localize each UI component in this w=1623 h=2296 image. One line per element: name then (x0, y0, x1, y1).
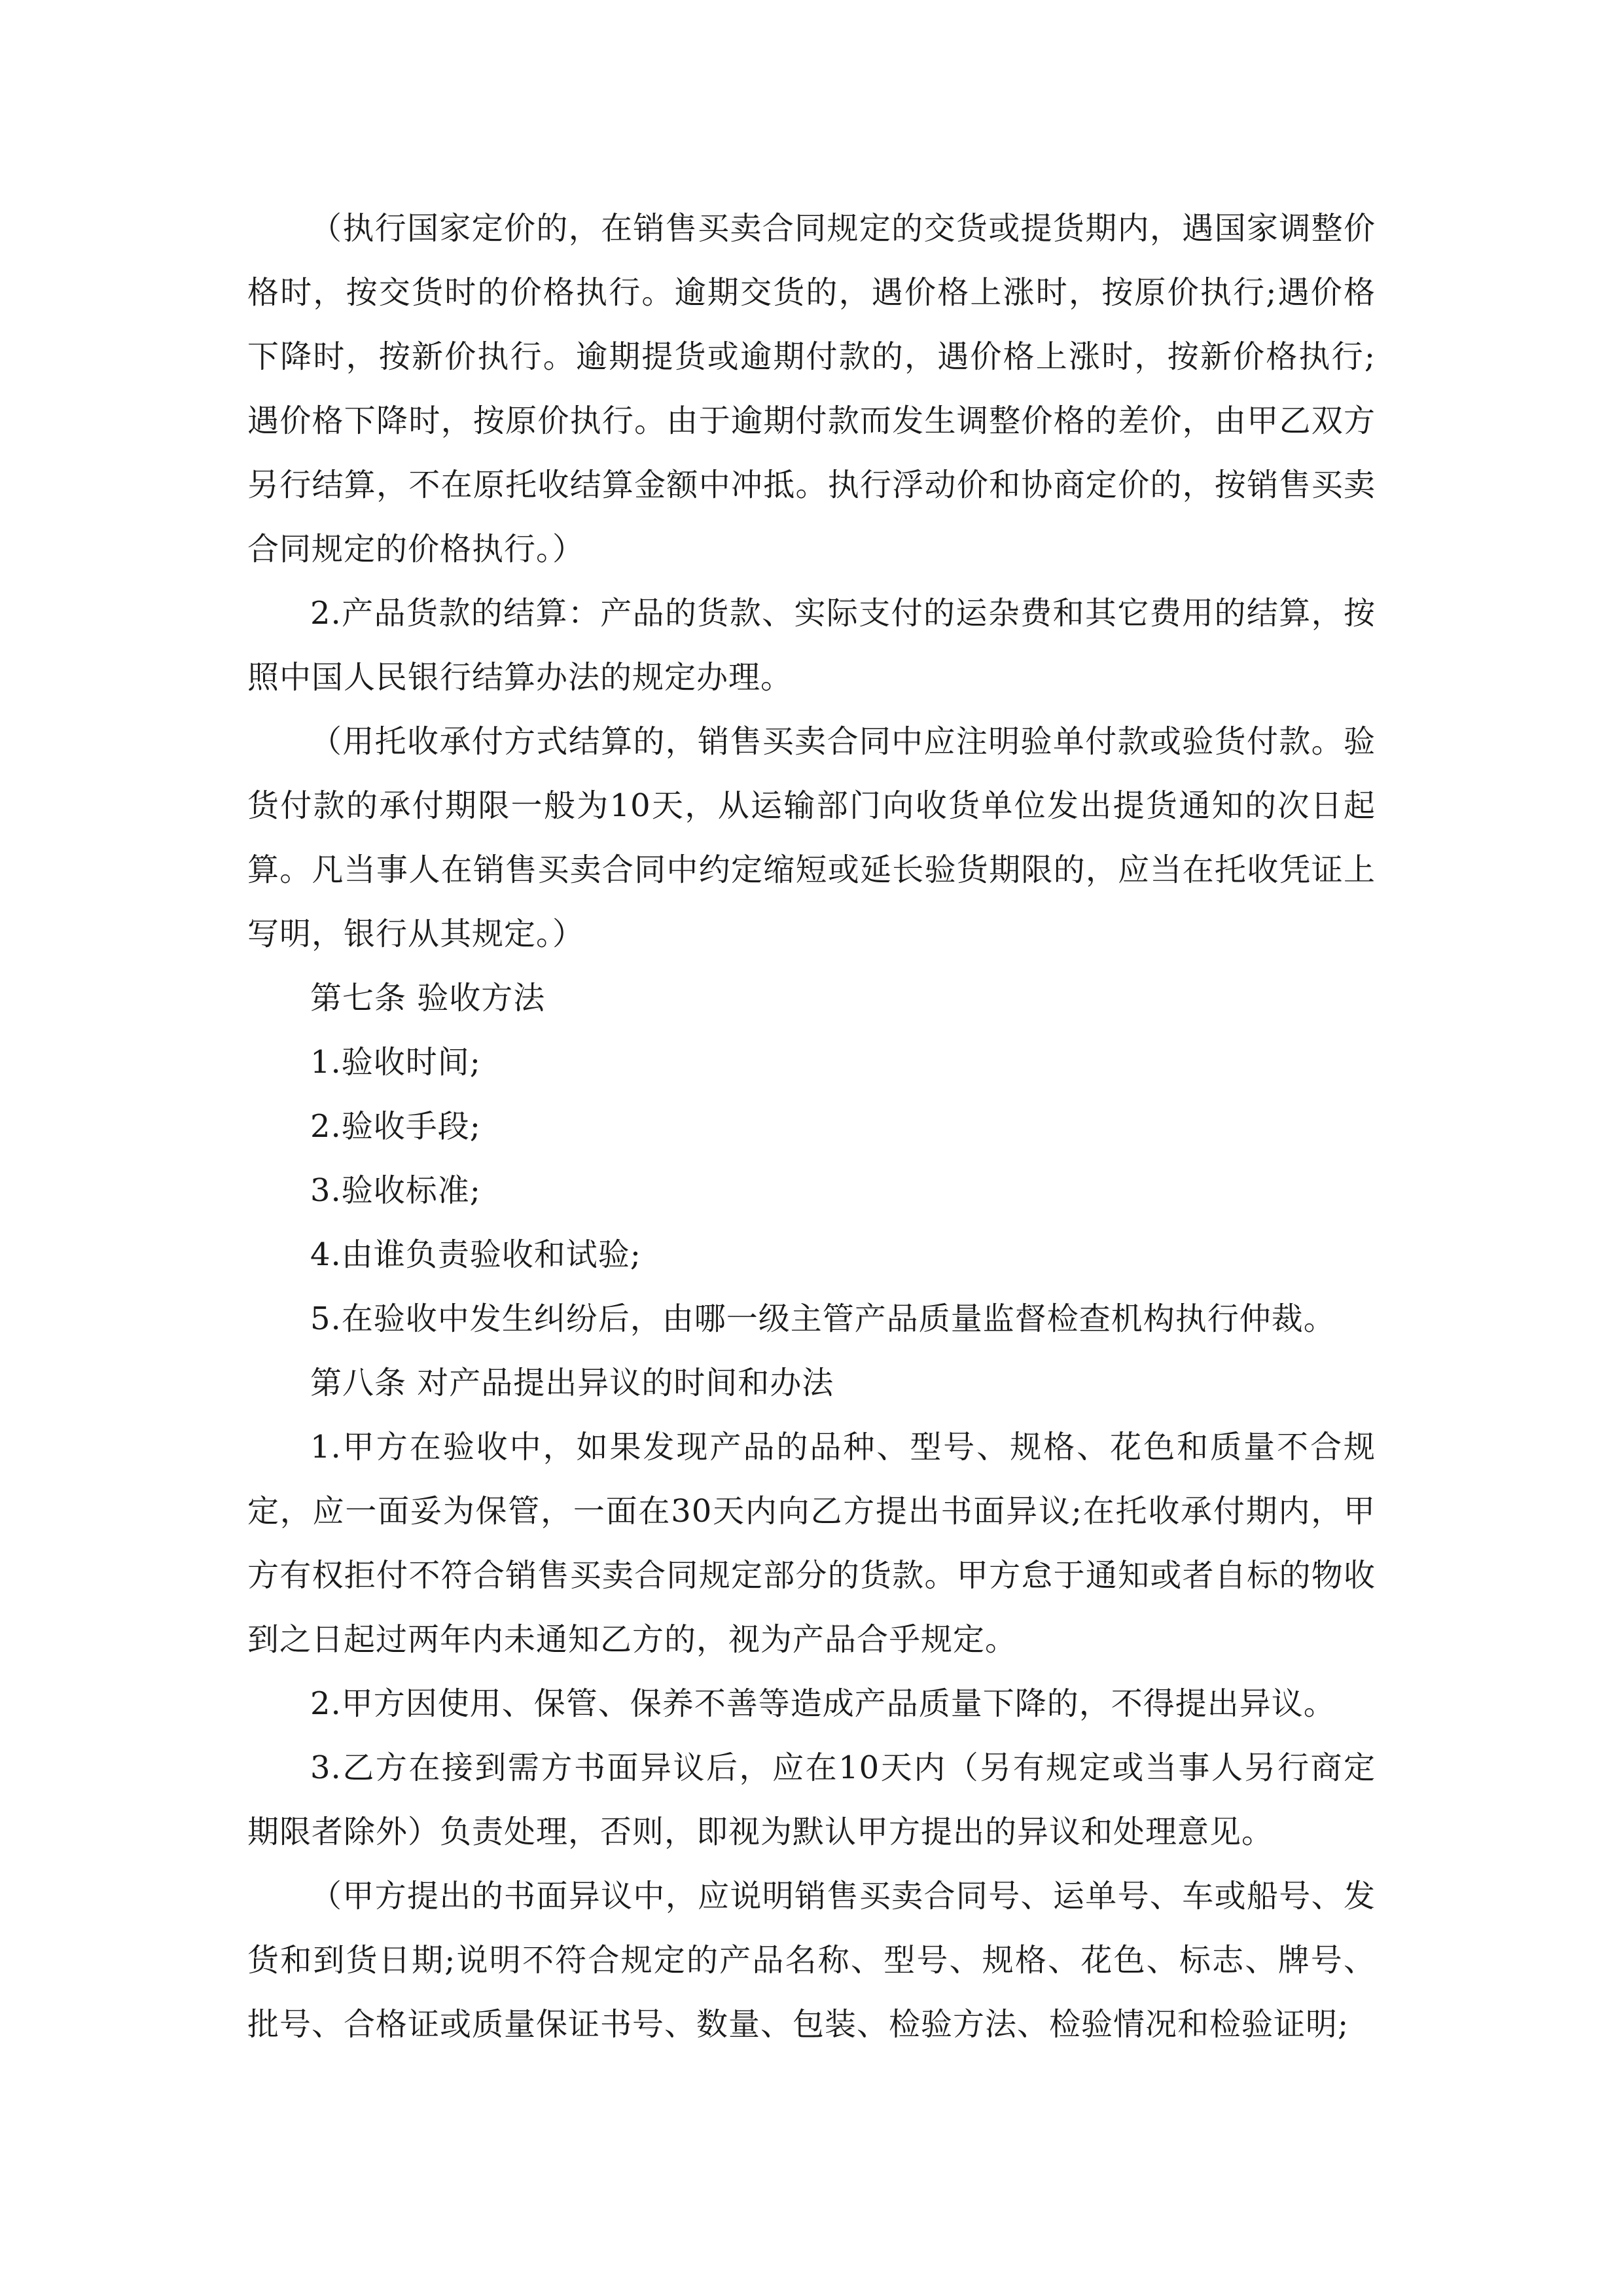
paragraph-objection-misuse: 2.甲方因使用、保管、保养不善等造成产品质量下降的，不得提出异议。 (310, 1685, 1336, 1722)
paragraph-collection-acceptance: （用托收承付方式结算的，销售买卖合同中应注明验单付款或验货付款。验货付款的承付期限一般为10天，从运输部门向收货单位发出提货通知的次日起算。凡当事人在销售买卖合同中约定缩短或延长验货期限的，应当在托收凭证上写明，银行从其规定。） (247, 723, 1376, 952)
list-item-acceptance-responsibility: 4.由谁负责验收和试验; (310, 1236, 641, 1273)
list-item-acceptance-means: 2.验收手段; (310, 1108, 481, 1145)
paragraph-objection-contents: （甲方提出的书面异议中，应说明销售买卖合同号、运单号、车或船号、发货和到货日期;说明不符合规定的产品名称、型号、规格、花色、标志、牌号、批号、合格证或质量保证书号、数量、包装、检验方法、检验情况和检验证明; (247, 1878, 1376, 2043)
heading-article-8: 第八条 对产品提出异议的时间和办法 (310, 1365, 834, 1401)
contract-text-body (247, 196, 1376, 2056)
list-item-dispute-arbitration: 5.在验收中发生纠纷后，由哪一级主管产品质量监督检查机构执行仲裁。 (310, 1300, 1336, 1337)
paragraph-objection-inspection: 1.甲方在验收中，如果发现产品的品种、型号、规格、花色和质量不合规定，应一面妥为保管，一面在30天内向乙方提出书面异议;在托收承付期内，甲方有权拒付不符合销售买卖合同规定部分的货款。甲方怠于通知或者自标的物收到之日起过两年内未通知乙方的，视为产品合乎规定。 (247, 1429, 1376, 1658)
heading-article-7: 第七条 验收方法 (310, 980, 546, 1016)
list-item-acceptance-standard: 3.验收标准; (310, 1172, 481, 1209)
paragraph-objection-handling: 3.乙方在接到需方书面异议后，应在10天内（另有规定或当事人另行商定期限者除外）负责处理，否则，即视为默认甲方提出的异议和处理意见。 (247, 1749, 1376, 1850)
paragraph-payment-settlement: 2.产品货款的结算：产品的货款、实际支付的运杂费和其它费用的结算，按照中国人民银行结算办法的规定办理。 (247, 595, 1376, 696)
list-item-acceptance-time: 1.验收时间; (310, 1044, 481, 1081)
paragraph-price-execution: （执行国家定价的，在销售买卖合同规定的交货或提货期内，遇国家调整价格时，按交货时的价格执行。逾期交货的，遇价格上涨时，按原价执行;遇价格下降时，按新价执行。逾期提货或逾期付款的，遇价格上涨时，按新价格执行;遇价格下降时，按原价执行。由于逾期付款而发生调整价格的差价，由甲乙双方另行结算，不在原托收结算金额中冲抵。执行浮动价和协商定价的，按销售买卖合同规定的价格执行。） (247, 210, 1376, 567)
